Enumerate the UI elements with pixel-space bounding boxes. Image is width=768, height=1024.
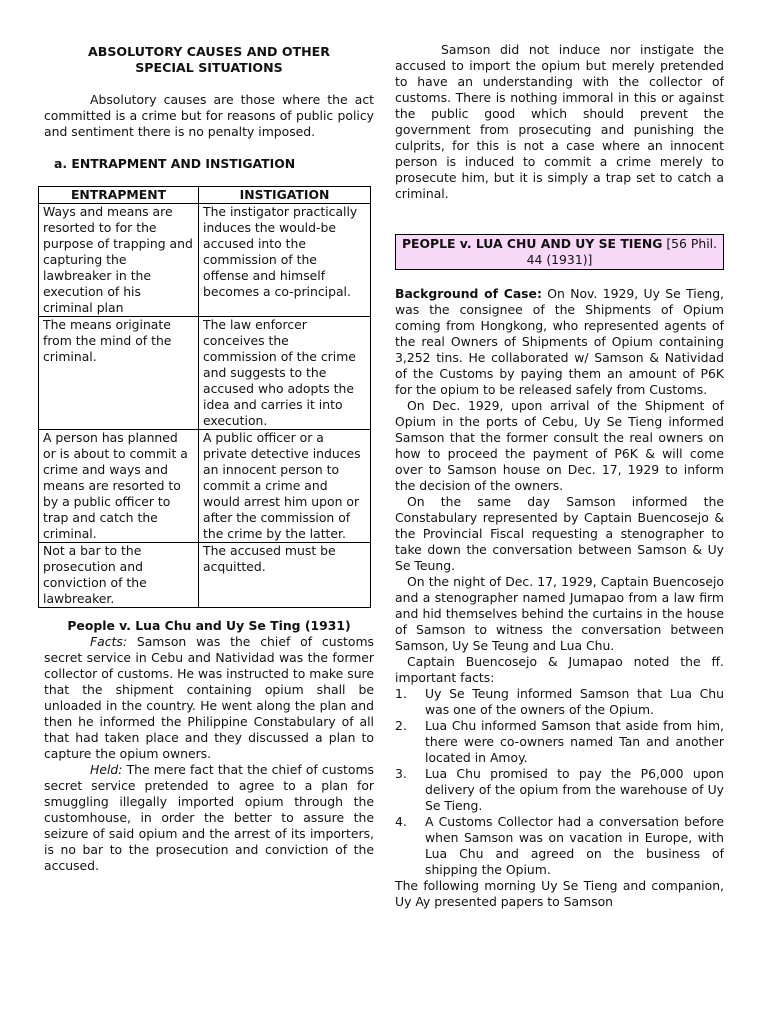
list-text: Lua Chu promised to pay the P6,000 upon delivery of the opium from the warehouse of Uy Se Tieng. (425, 766, 724, 813)
paragraph: On the same day Samson informed the Constabulary represented by Captain Buencosejo & the Provincial Fiscal requesting a stenographer to take down the conversation between Samson & Uy Se Teung. (395, 494, 724, 573)
table-cell: A person has planned or is about to commit a crime and ways and means are resorted to by a public officer to trap and catch the criminal. (39, 430, 199, 543)
list-number: 4. (395, 814, 407, 829)
background-text: On Nov. 1929, Uy Se Tieng, was the consignee of the Shipments of Opium coming from Hongkong, who represented agents of the real Owners of Shipments of Opium containing 3,252 tins. He collaborated w/ Samson & Natividad of the Customs by paying them an amount of P6K for the opium to be released safely from Customs. (395, 286, 724, 397)
paragraph: Captain Buencosejo & Jumapao noted the ff. important facts: (395, 654, 724, 685)
held-text: The mere fact that the chief of customs secret service pretended to agree to a plan for smuggling illegally imported opium through the customhouse, in order the better to assure the seizure of said opium and the arrest of its importers, is no bar to the prosecution and conviction of the accused. (44, 762, 374, 873)
paragraph: On Dec. 1929, upon arrival of the Shipment of Opium in the ports of Cebu, Uy Se Tieng informed Samson that the former consult the real owners on how to proceed the payment of P6K & will come over to Samson house on Dec. 17, 1929 to inform the decision of the owners. (395, 398, 724, 493)
table-row (39, 430, 371, 543)
facts-paragraph (44, 634, 374, 762)
list-text: A Customs Collector had a conversation before when Samson was on vacation in Europe, with Lua Chu and agreed on the business of shipping the Opium. (425, 814, 724, 877)
case-title: People v. Lua Chu and Uy Se Ting (1931) (67, 618, 351, 633)
comparison-table (38, 186, 371, 608)
table-cell: Ways and means are resorted to for the purpose of trapping and capturing the lawbreaker in the execution of his criminal plan (39, 204, 199, 317)
list-text: Uy Se Teung informed Samson that Lua Chu was one of the owners of the Opium. (425, 686, 724, 717)
table-row (39, 317, 371, 430)
document-title (44, 44, 374, 76)
title-line-2: SPECIAL SITUATIONS (135, 60, 283, 75)
table-header: ENTRAPMENT (39, 187, 199, 204)
facts-label: Facts: (90, 634, 128, 649)
table-header-row (39, 187, 371, 204)
table-cell: A public officer or a private detective induces an innocent person to commit a crime and would arrest him upon or after the commission of the crime by the latter. (199, 430, 371, 543)
facts-list (395, 686, 724, 878)
held-label: Held: (90, 762, 123, 777)
left-column (44, 42, 374, 874)
held-paragraph (44, 762, 374, 874)
case-box-title: PEOPLE v. LUA CHU AND UY SE TIENG (401, 236, 663, 251)
paragraph: On the night of Dec. 17, 1929, Captain Buencosejo and a stenographer named Jumapao from a law firm and hid themselves behind the curtains in the house of Samson to witness the conversation between Samson, Uy Se Teung and Lua Chu. (395, 574, 724, 653)
case-heading-box (395, 234, 724, 270)
case-box-citation: [56 Phil. 44 (1931)] (526, 236, 718, 267)
right-column (395, 42, 724, 910)
list-item (395, 766, 724, 814)
table-cell: The accused must be acquitted. (199, 543, 371, 608)
table-cell: The means originate from the mind of the criminal. (39, 317, 199, 430)
list-item (395, 718, 724, 766)
list-number: 1. (395, 686, 407, 701)
title-line-1: ABSOLUTORY CAUSES AND OTHER (88, 44, 330, 59)
closing-paragraph: The following morning Uy Se Tieng and companion, Uy Ay presented papers to Samson (395, 878, 724, 909)
table-row (39, 204, 371, 317)
background-paragraph (395, 286, 724, 398)
intro-paragraph: Absolutory causes are those where the act committed is a crime but for reasons of public policy and sentiment there is no penalty imposed. (44, 92, 374, 139)
list-number: 2. (395, 718, 407, 733)
list-item (395, 686, 724, 718)
table-cell: Not a bar to the prosecution and conviction of the lawbreaker. (39, 543, 199, 608)
table-cell: The instigator practically induces the would-be accused into the commission of the offense and himself becomes a co-principal. (199, 204, 371, 317)
table-row (39, 543, 371, 608)
section-heading: a. ENTRAPMENT AND INSTIGATION (54, 156, 296, 171)
table-header: INSTIGATION (199, 187, 371, 204)
list-text: Lua Chu informed Samson that aside from him, there were co-owners named Tan and another located in Amoy. (425, 718, 724, 765)
list-number: 3. (395, 766, 407, 781)
table-cell: The law enforcer conceives the commission of the crime and suggests to the accused who adopts the idea and carries it into execution. (199, 317, 371, 430)
opening-paragraph: Samson did not induce nor instigate the accused to import the opium but merely pretended to have an understanding with the collector of customs. There is nothing immoral in this or against the public good which should prevent the government from prosecuting and punishing the culprits, for this is not a case where an innocent person is induced to commit a crime merely to prosecute him, but it is simply a trap set to catch a criminal. (395, 42, 724, 201)
background-label: Background of Case: (395, 286, 542, 301)
facts-text: Samson was the chief of customs secret service in Cebu and Natividad was the former collector of customs. He was instructed to make sure that the shipment containing opium shall be unloaded in the country. He went along the plan and then he informed the Philippine Constabulary of all that had taken place and they discussed a plan to capture the opium owners. (44, 634, 374, 761)
list-item (395, 814, 724, 878)
